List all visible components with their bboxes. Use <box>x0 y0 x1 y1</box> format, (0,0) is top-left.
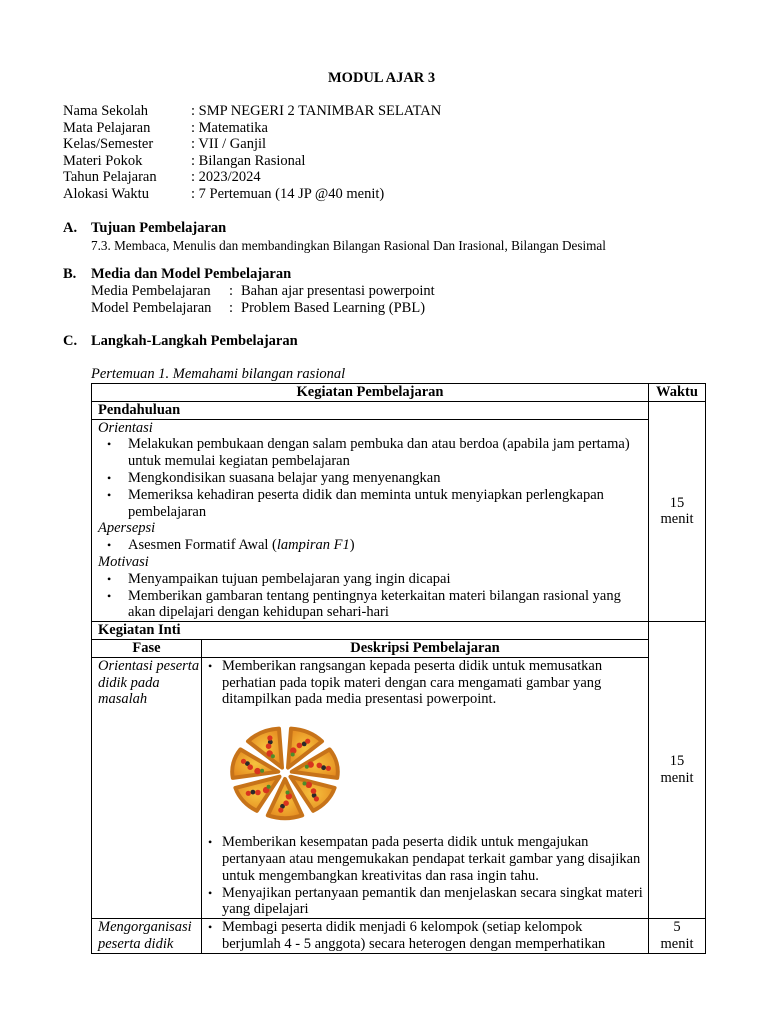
section-c-letter: C. <box>63 333 78 349</box>
fase1-waktu <box>649 622 706 919</box>
identity-value: : SMP NEGERI 2 TANIMBAR SELATAN <box>191 103 442 119</box>
fase2-name: Mengorganisasi peserta didik <box>92 919 202 953</box>
bullet-item: • Membagi peserta didik menjadi 6 kelompok (setiap kelompok berjumlah 4 - 5 anggota) secara heterogen dengan memperhatikan <box>206 919 644 953</box>
pizza-slices-image <box>222 718 348 828</box>
bullet-item: • Mengkondisikan suasana belajar yang menyenangkan <box>98 470 644 487</box>
fase2-cell <box>92 919 649 954</box>
bullet-item: • Menyajikan pertanyaan pemantik dan menjelaskan secara singkat materi yang dipelajari <box>206 885 644 919</box>
media-label: Media Pembelajaran <box>91 283 211 299</box>
apersepsi-suffix: ) <box>349 537 355 554</box>
kegiatan-inti-cell <box>92 622 649 919</box>
learning-activity-table <box>91 383 706 954</box>
fase-header-row <box>92 640 648 658</box>
kegiatan-inti-heading: Kegiatan Inti <box>92 622 648 640</box>
apersepsi-prefix: Asesmen Formatif Awal ( <box>128 537 277 554</box>
bullet-item: • Memberikan gambaran tentang pentingnya keterkaitan materi bilangan rasional yang akan dipelajari dengan kehidupan sehari-hari <box>98 588 644 622</box>
meeting-title: Pertemuan 1. Memahami bilangan rasional <box>91 366 346 382</box>
identity-value: : VII / Ganjil <box>191 136 267 153</box>
apersepsi-lampiran: lampiran F1 <box>276 537 350 554</box>
media-value: Bahan ajar presentasi powerpoint <box>241 283 435 299</box>
apersepsi-label: Apersepsi <box>98 520 156 537</box>
fase2-row <box>92 919 648 953</box>
fase1-name: Orientasi peserta didik pada masalah <box>92 658 202 918</box>
fase2-waktu-unit: menit <box>660 935 694 952</box>
section-a-heading: Tujuan Pembelajaran <box>91 220 227 236</box>
orientasi-list <box>98 436 644 520</box>
bullet-item: • Memeriksa kehadiran peserta didik dan meminta untuk menyiapkan perlengkapan pembelajaran <box>98 487 644 521</box>
identity-label: Nama Sekolah <box>63 103 148 119</box>
fase1-list-before <box>206 658 644 708</box>
fase1-waktu-unit: menit <box>660 770 694 787</box>
fase1-row <box>92 658 648 918</box>
identity-value: : Matematika <box>191 119 268 136</box>
section-b-heading: Media dan Model Pembelajaran <box>91 266 292 282</box>
identity-value: : 2023/2024 <box>191 169 261 186</box>
bullet-item: • Memberikan kesempatan pada peserta didik untuk mengajukan pertanyaan atau mengemukakan pendapat terkait gambar yang disajikan untuk mengembangkan kreativitas dan rasa ingin tahu. <box>206 834 644 884</box>
section-a-text: 7.3. Membaca, Menulis dan membandingkan Bilangan Rasional Dan Irasional, Bilangan Desimal <box>91 238 606 253</box>
identity-label: Alokasi Waktu <box>63 186 149 202</box>
bullet-item: • Memberikan rangsangan kepada peserta didik untuk memusatkan perhatian pada topik materi dengan cara mengamati gambar yang ditampilkan pada media presentasi powerpoint. <box>206 658 644 708</box>
header-deskripsi: Deskripsi Pembelajaran <box>350 639 500 656</box>
fase1-waktu-num: 15 <box>669 753 685 770</box>
model-label: Model Pembelajaran <box>91 300 212 316</box>
orientasi-label: Orientasi <box>98 419 153 436</box>
media-sep: : <box>229 283 234 299</box>
identity-label: Mata Pelajaran <box>63 119 151 136</box>
model-sep: : <box>229 300 234 316</box>
header-waktu: Waktu <box>649 384 706 402</box>
pendahuluan-waktu <box>649 401 706 621</box>
identity-label: Kelas/Semester <box>63 136 154 153</box>
bullet-item: • Melakukan pembukaan dengan salam pembuka dan atau berdoa (apabila jam pertama) untuk memulai kegiatan pembelajaran <box>98 436 644 470</box>
identity-label: Materi Pokok <box>63 152 143 169</box>
section-a-letter: A. <box>63 220 78 236</box>
fase2-desc <box>202 919 648 953</box>
fase2-waktu-num: 5 <box>673 919 681 936</box>
fase1-list-after <box>206 834 644 918</box>
header-fase: Fase <box>92 640 202 657</box>
page-title: MODUL AJAR 3 <box>328 70 436 86</box>
bullet-item: • Menyampaikan tujuan pembelajaran yang ingin dicapai <box>98 571 644 588</box>
apersepsi-item <box>98 537 644 554</box>
pendahuluan-body <box>92 420 648 622</box>
fase1-desc <box>202 658 648 918</box>
identity-label: Tahun Pelajaran <box>63 169 157 186</box>
section-b-letter: B. <box>63 266 77 282</box>
motivasi-label: Motivasi <box>98 553 149 570</box>
model-value: Problem Based Learning (PBL) <box>241 300 426 316</box>
pendahuluan-cell <box>92 401 649 621</box>
identity-value: : Bilangan Rasional <box>191 152 306 169</box>
identity-value: : 7 Pertemuan (14 JP @40 menit) <box>191 186 385 202</box>
motivasi-list <box>98 571 644 621</box>
pendahuluan-waktu-num: 15 <box>669 494 685 511</box>
section-c-heading: Langkah-Langkah Pembelajaran <box>91 333 298 349</box>
pendahuluan-waktu-unit: menit <box>660 511 694 528</box>
header-kegiatan: Kegiatan Pembelajaran <box>92 384 649 402</box>
pizza-icon <box>222 718 348 828</box>
pendahuluan-heading: Pendahuluan <box>92 402 648 420</box>
fase2-waktu <box>649 919 706 954</box>
